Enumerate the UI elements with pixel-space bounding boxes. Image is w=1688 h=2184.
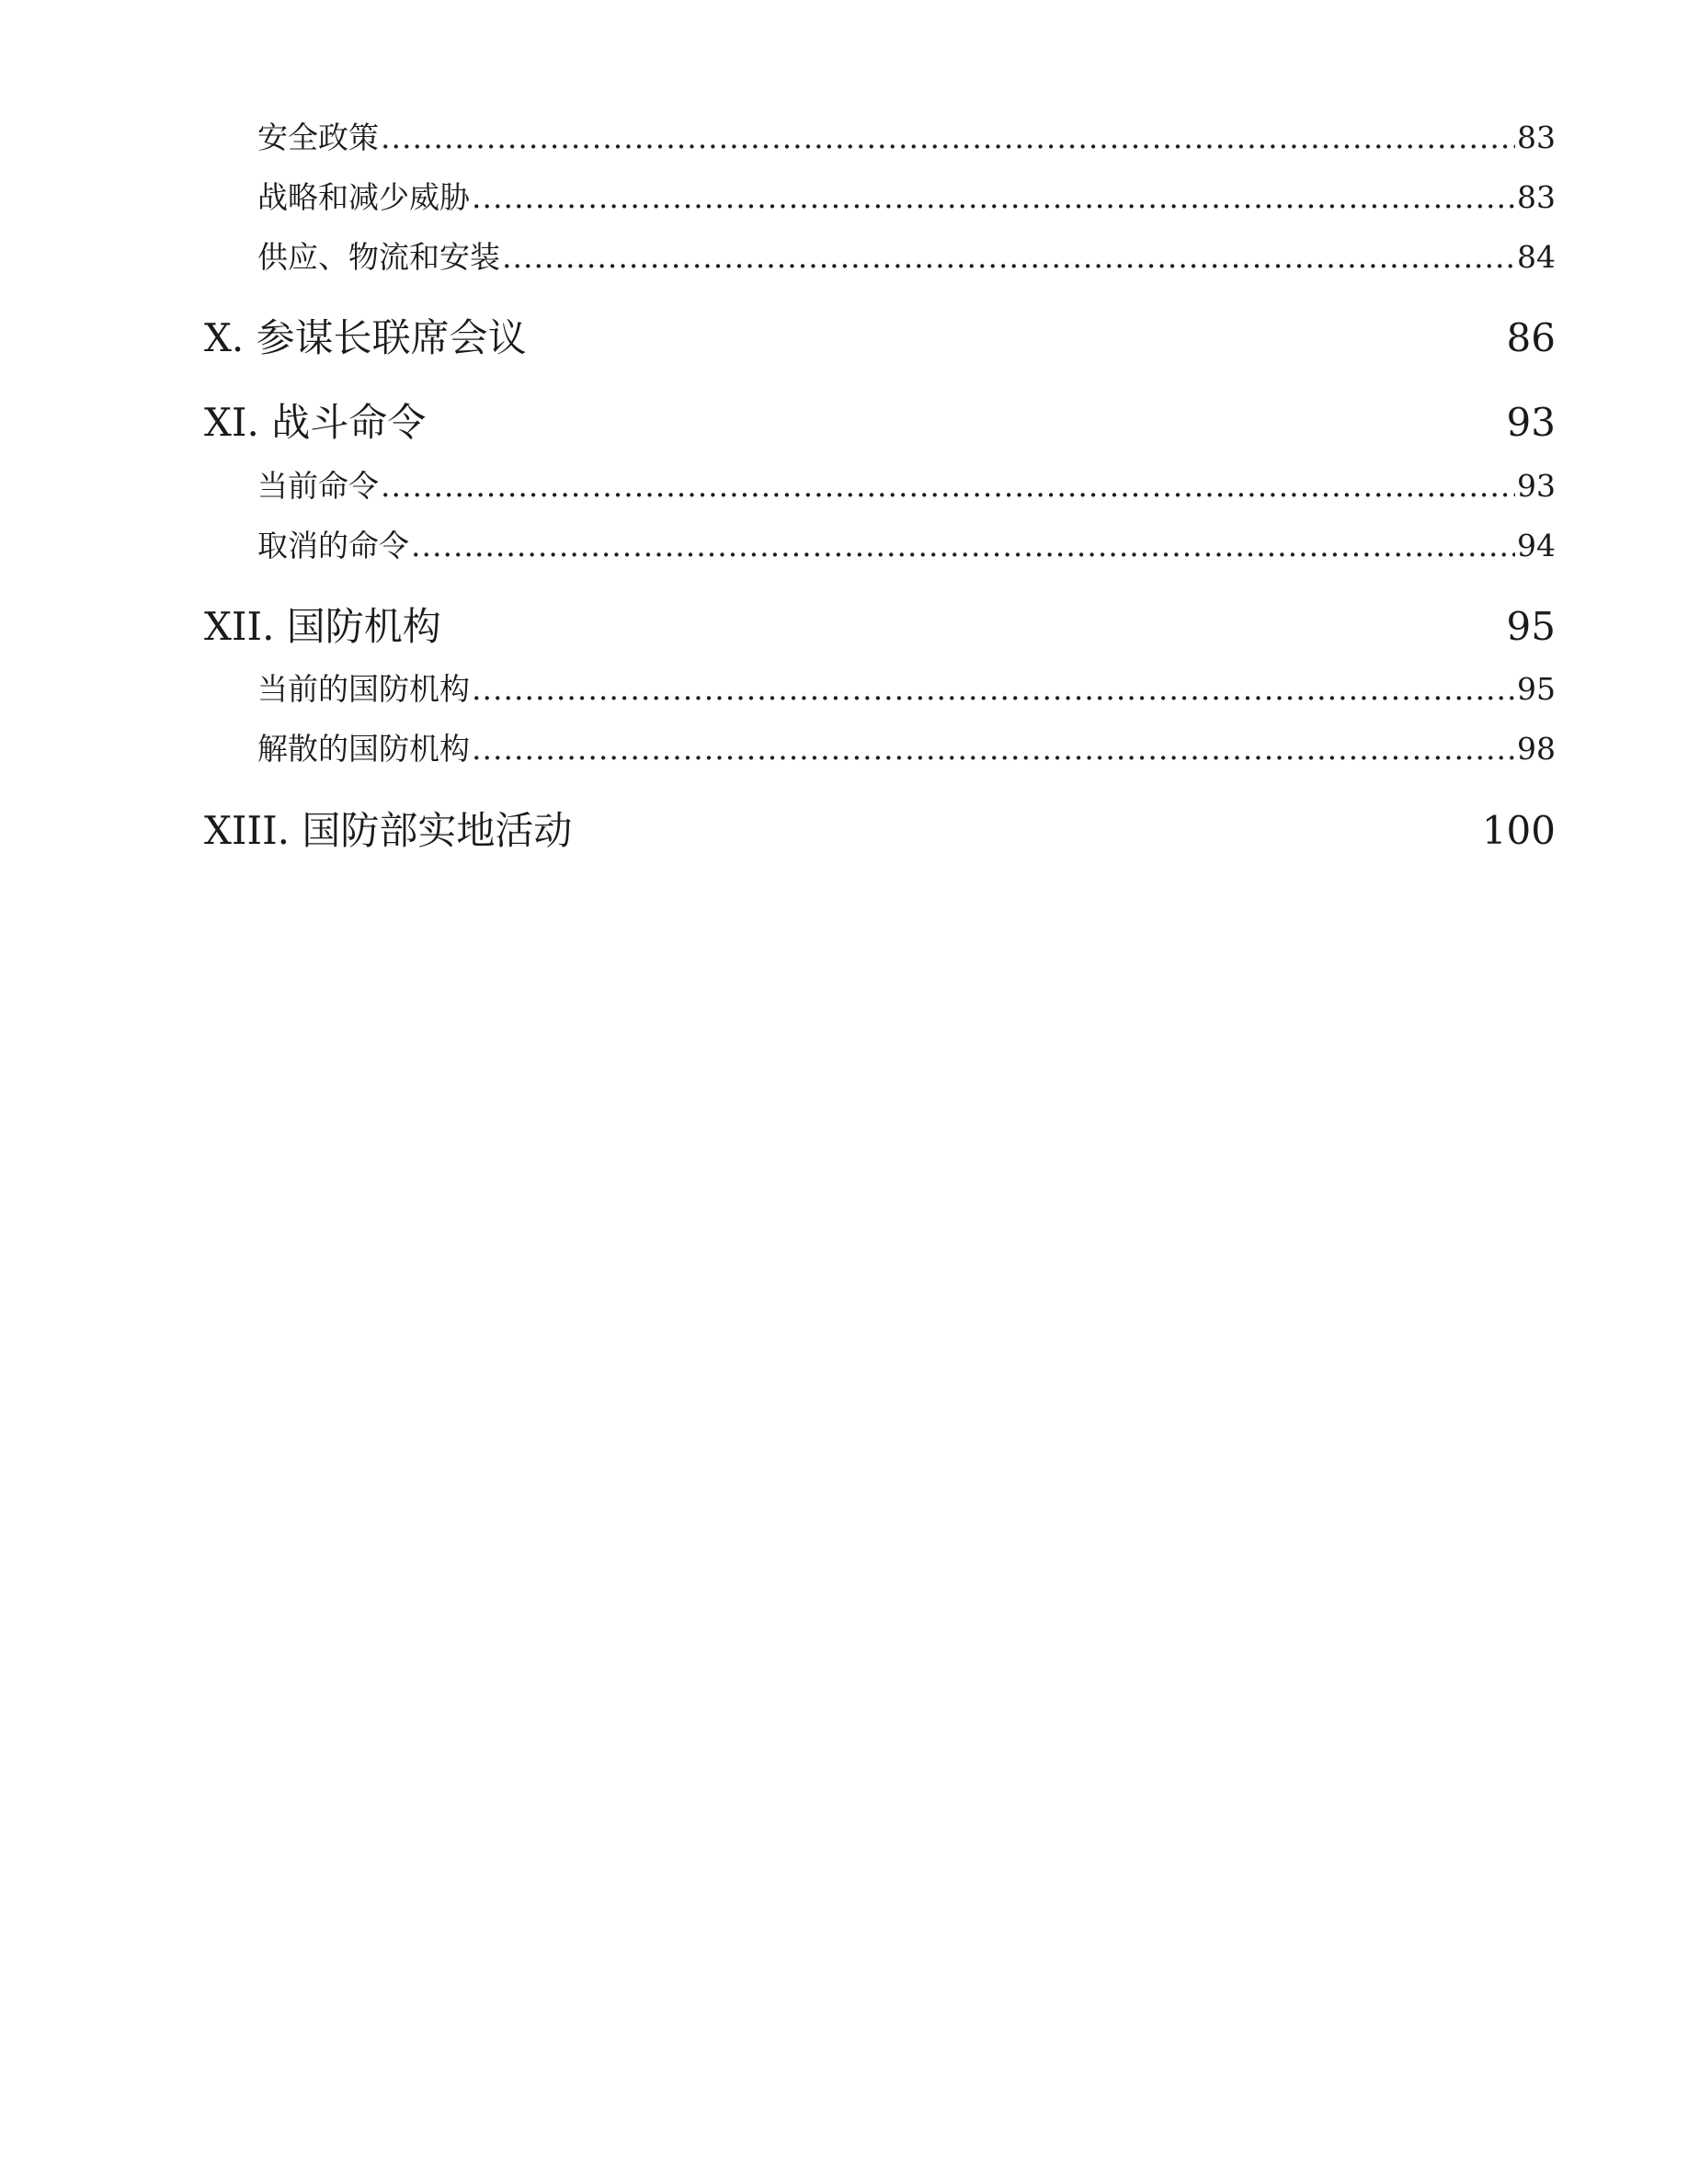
toc-entry-cancelled-orders[interactable] [257, 524, 1556, 568]
dot-leader [381, 116, 1515, 160]
dot-leader [502, 235, 1515, 279]
toc-chapter-page: 100 [1481, 808, 1556, 853]
toc-entry-page: 98 [1517, 731, 1556, 767]
toc-entry-current-defense-agencies[interactable] [257, 667, 1556, 711]
toc-chapter-joint-chiefs[interactable] [204, 309, 1556, 368]
dot-leader [472, 176, 1515, 220]
toc-entry-label: 解散的国防机构 [257, 731, 470, 767]
toc-chapter-page: 95 [1506, 604, 1556, 649]
toc-entry-page: 84 [1517, 239, 1556, 275]
toc-chapter-dod-field-activities[interactable] [204, 802, 1556, 860]
toc-chapter-combat-orders[interactable] [204, 393, 1556, 452]
toc-entry-label: 当前的国防机构 [257, 671, 470, 707]
toc-chapter-label: XI. 战斗命令 [204, 400, 427, 445]
toc-chapter-label: XIII. 国防部实地活动 [204, 808, 573, 853]
toc-entry-page: 83 [1517, 119, 1556, 155]
toc-chapter-defense-agencies[interactable] [204, 597, 1556, 656]
toc-entry-page: 93 [1517, 468, 1556, 504]
toc-entry-dissolved-defense-agencies[interactable] [257, 727, 1556, 771]
toc-chapter-page: 86 [1506, 315, 1556, 360]
toc-entry-page: 83 [1517, 179, 1556, 215]
toc-entry-strategy-threat-reduction[interactable] [257, 176, 1556, 220]
toc-entry-page: 94 [1517, 528, 1556, 563]
toc-chapter-label: XII. 国防机构 [204, 604, 441, 649]
toc-chapter-label: X. 参谋长联席会议 [204, 315, 527, 360]
toc-entry-current-orders[interactable] [257, 464, 1556, 508]
toc-chapter-page: 93 [1506, 400, 1556, 445]
toc-entry-label: 当前命令 [257, 468, 379, 504]
toc-entry-security-policy[interactable] [257, 116, 1556, 160]
dot-leader [472, 667, 1515, 711]
toc-entry-supply-logistics[interactable] [257, 235, 1556, 279]
dot-leader [411, 524, 1515, 568]
toc-entry-page: 95 [1517, 671, 1556, 707]
toc-entry-label: 战略和减少威胁 [257, 179, 470, 215]
toc-entry-label: 供应、物流和安装 [257, 239, 500, 275]
dot-leader [381, 464, 1515, 508]
dot-leader [472, 727, 1515, 771]
toc-entry-label: 安全政策 [257, 119, 379, 155]
toc-entry-label: 取消的命令 [257, 528, 409, 563]
